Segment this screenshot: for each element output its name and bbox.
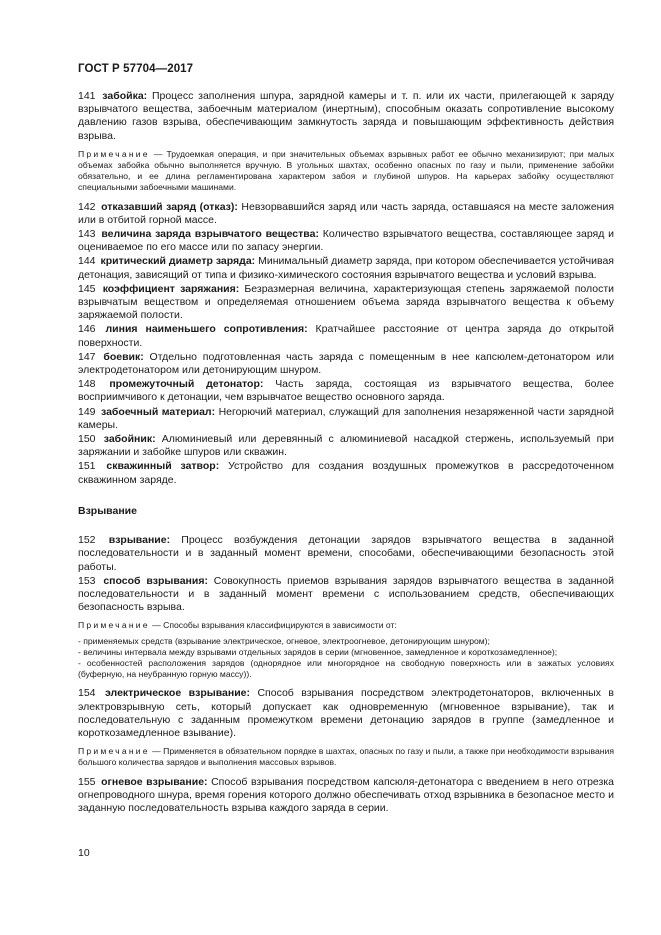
term-number: 146 xyxy=(78,323,96,336)
term-number: 141 xyxy=(78,90,96,102)
page-number: 10 xyxy=(78,847,90,859)
term-entry xyxy=(78,90,614,143)
term-definition: Минимальный диаметр заряда, при котором обеспечивается устойчивая детонация, зависящий от типа и физико-химического состояния взрывчатого вещества и условий взрыва. xyxy=(78,255,614,281)
term-name: промежуточный детонатор: xyxy=(109,378,264,391)
term-entry xyxy=(78,687,614,740)
term-name: величина заряда взрывчатого вещества: xyxy=(101,228,319,241)
term-number: 147 xyxy=(78,350,96,363)
section-title: Взрывание xyxy=(78,504,137,517)
note-153 xyxy=(78,620,614,631)
term-definition: Совокупность приемов взрывания зарядов взрывчатого вещества в заданной последовательности и в заданный момент времени с использованием средств, обеспечивающих безопасность взрыва. xyxy=(78,574,615,614)
entries-group-155 xyxy=(78,776,614,816)
term-definition: Процесс возбуждения детонации зарядов взрывчатого вещества в заданной последовательности и в заданный момент времени, способами, обеспечивающими безопасность этой работы. xyxy=(78,534,614,573)
term-name: критический диаметр заряда: xyxy=(100,255,256,268)
note-154 xyxy=(78,746,614,768)
term-definition: Устройство для создания воздушных промежутков в рассредоточенном скважинном заряде. xyxy=(78,460,615,486)
document-body xyxy=(78,90,614,816)
term-definition: Алюминиевый или деревянный с алюминиевой насадкой стержень, используемый при заряжании и забойке шпуров или скважин. xyxy=(78,433,614,459)
term-number: 144 xyxy=(78,255,96,268)
term-name: взрывание: xyxy=(108,534,171,547)
note-label: Примечание xyxy=(78,620,150,631)
standard-header: ГОСТ Р 57704—2017 xyxy=(78,63,194,75)
note-text: — Трудоемкая операция, и при значительных объемах взрывных работ ее обычно механизируют; при малых объемах забойка обычно выполняется вручную. В угольных шахтах, особенно опасных по газу и пыли, применение забойки обязательно, и ее длина регламентирована характером забоя и глубиной шпуров. На карьерах забойку осуществляют специальными забоечными машинами. xyxy=(78,148,614,193)
term-entry xyxy=(78,255,614,281)
term-definition: Невзорвавшийся заряд или часть заряда, оставшаяся на месте заложения или в отбитой горной массе. xyxy=(78,200,615,226)
term-entry xyxy=(78,776,614,816)
term-number: 151 xyxy=(78,460,96,473)
entries-group-152-153 xyxy=(78,534,614,614)
term-name: огневое взрывание: xyxy=(101,775,208,788)
term-entry xyxy=(78,228,614,254)
term-entry xyxy=(78,460,614,486)
term-number: 153 xyxy=(78,574,96,587)
term-entry xyxy=(78,406,614,432)
term-number: 143 xyxy=(78,228,96,241)
note-label: Примечание xyxy=(78,148,150,159)
term-entry xyxy=(78,351,614,377)
term-entry xyxy=(78,323,614,349)
term-number: 148 xyxy=(78,378,96,391)
term-number: 152 xyxy=(78,534,96,547)
term-name: способ взрывания: xyxy=(103,574,208,587)
entries-group-154 xyxy=(78,687,614,740)
note-list-item: - величины интервала между взрывами отдельных зарядов в серии (мгновенное, замедленное и короткозамедленное); xyxy=(78,646,558,657)
note-list-item: - применяемых средств (взрывание электрическое, огневое, электроогневое, детонирующим шнуром); xyxy=(78,635,490,646)
note-141 xyxy=(78,149,614,194)
term-entry xyxy=(78,575,614,615)
entries-group-142-151 xyxy=(78,201,614,487)
term-definition: Часть заряда, состоящая из взрывчатого вещества, более восприимчивого к детонации, чем взрывчатое вещество основного заряда. xyxy=(78,378,615,404)
note-label: Примечание xyxy=(78,746,150,757)
term-entry xyxy=(78,433,614,459)
term-name: электрическое взрывание: xyxy=(105,687,250,700)
term-definition: Безразмерная величина, характеризующая степень заряжаемой полости взрывчатым веществом и определяемая отношением объема заряда взрывчатого вещества к объему заряжаемой полости. xyxy=(78,282,615,322)
term-definition: Негорючий материал, служащий для заполнения незаряженной части зарядной камеры. xyxy=(78,405,614,431)
term-definition: Количество взрывчатого вещества, составляющее заряд и оцениваемое по его массе или по запасу энергии. xyxy=(78,228,614,254)
term-entry xyxy=(78,201,614,227)
term-name: отказавший заряд (отказ): xyxy=(101,200,238,213)
term-entry xyxy=(78,283,614,323)
term-name: коэффициент заряжания: xyxy=(102,282,240,295)
term-definition: Процесс заполнения шпура, зарядной камеры и т. п. или их части, прилегающей к заряду взрывчатого вещества, забоечным материалом (инертным), способным оказать сопротивление высокому давлению газов взрыва, обеспечивающим замкнутость заряда и повышающим эффективность действия взрыва. xyxy=(78,90,615,142)
term-definition: Способ взрывания посредством электродетонаторов, включенных в электровзрывную сеть, который допускает как одновременную (мгновенное взрывание), так и последовательную с заданным промежутком времени детонацию зарядов в группе (замедленное и короткозамедленное взывание). xyxy=(78,687,615,739)
entries-group-141 xyxy=(78,90,614,143)
term-number: 149 xyxy=(78,405,96,418)
term-name: забойник: xyxy=(103,433,156,446)
term-definition: Отдельно подготовленная часть заряда с помещенным в нее капсюлем-детонатором или электродетонатором или детонирующим шнуром. xyxy=(78,350,614,377)
term-number: 154 xyxy=(78,687,96,700)
term-definition: Способ взрывания посредством капсюля-детонатора с введением в него отрезка огнепроводного шнура, время горения которого должно обеспечивать отход взрывника в безопасное место и заданную последовательность взрыва каждого заряда в серии. xyxy=(78,775,614,814)
term-definition: Кратчайшее расстояние от центра заряда до открытой поверхности. xyxy=(78,323,614,349)
term-entry xyxy=(78,534,614,574)
term-number: 142 xyxy=(78,200,96,213)
term-number: 155 xyxy=(78,775,96,788)
term-name: линия наименьшего сопротивления: xyxy=(105,323,308,336)
note-153-list xyxy=(78,636,614,681)
term-entry xyxy=(78,378,614,404)
term-number: 145 xyxy=(78,282,96,295)
note-list-item: - особенностей расположения зарядов (однорядное или многорядное на свободную поверхность или в зажатых условиях (буферную, на неубранную горную массу)). xyxy=(78,657,614,680)
term-name: забоечный материал: xyxy=(101,405,216,418)
term-name: скважинный затвор: xyxy=(106,460,220,473)
term-name: забойка: xyxy=(102,90,148,102)
term-name: боевик: xyxy=(103,350,144,363)
note-text: — Способы взрывания классифицируются в зависимости от: xyxy=(152,620,397,631)
note-text: — Применяется в обязательном порядке в шахтах, опасных по газу и пыли, а также при необходимости взрывания большого количества зарядов и выполнения массовых взрывов. xyxy=(78,746,614,768)
term-number: 150 xyxy=(78,433,96,446)
